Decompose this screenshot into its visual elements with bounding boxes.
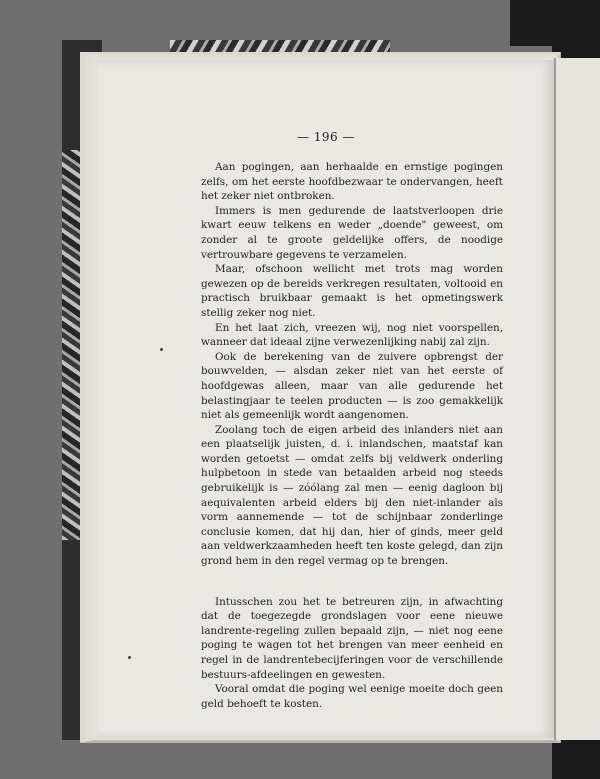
paragraph: Zoolang toch de eigen arbeid des inlanders niet aan een plaatselijk juisten, d. i. inlandschen, maatstaf kan worden getoetst — omdat zelfs bij veldwerk onderling hulpbetoon in stede van betaalden arbeid nog steeds gebruikelijk is — zóólang zal men — eenig dagloon bij aequivalenten arbeid elders bij den niet-inlander als vorm aannemende — tot de schijnbaar zonderlinge conclusie komen, dat hij dan, hier of ginds, meer geld aan veldwerkzaamheden heeft ten koste gelegd, dan zijn grond hem in den regel vermag op te brengen.: [201, 423, 503, 568]
facing-page: [554, 58, 600, 740]
page-speck: [160, 348, 163, 351]
paragraph: Intusschen zou het te betreuren zijn, in afwachting dat de toegezegde grondslagen voor eene nieuwe landrente-regeling zullen bepaald zijn, — niet nog eene poging te wagen tot het brengen van meer eenheid en regel in de landrentebecijferingen voor de verschillende bestuurs-afdeelingen en gewesten.: [201, 595, 503, 681]
marbled-edge: [62, 150, 82, 540]
page-number: — 196 —: [296, 130, 356, 144]
paragraph: Aan pogingen, aan herhaalde en ernstige pogingen zelfs, om het eerste hoofdbezwaar te ondervangen, heeft het zeker niet ontbroken.: [201, 161, 503, 203]
paragraph: Immers is men gedurende de laatstverloopen drie kwart eeuw telkens en weder „doende" geweest, om zonder al te groote geldelijke offers, de noodige vertrouwbare gegevens te verzamelen.: [201, 204, 503, 261]
page-speck: [128, 656, 131, 659]
paragraph: Vooral omdat die poging wel eenige moeite doch geen geld behoeft te kosten.: [201, 683, 503, 710]
body-text: [201, 160, 503, 711]
paragraph: Ook de berekening van de zuivere opbrengst der bouwvelden, — alsdan zeker niet van het eerste of hoofdgewas alleen, maar van alle gedurende het belastingjaar te teelen producten — is zoo gemakkelijk niet als gemeenlijk wordt aangenomen.: [201, 350, 503, 422]
paragraph: En het laat zich, vreezen wij, nog niet voorspellen, wanneer dat ideaal zijne verwezenlijking nabij zal zijn.: [201, 321, 503, 349]
paragraph: Maar, ofschoon wellicht met trots mag worden gewezen op de bereids verkregen resultaten, voltooid en practisch bruikbaar gemaakt is het opmetingswerk stellig zeker nog niet.: [201, 263, 503, 319]
book-page: [98, 60, 554, 738]
scanner-background-top: [510, 0, 600, 46]
